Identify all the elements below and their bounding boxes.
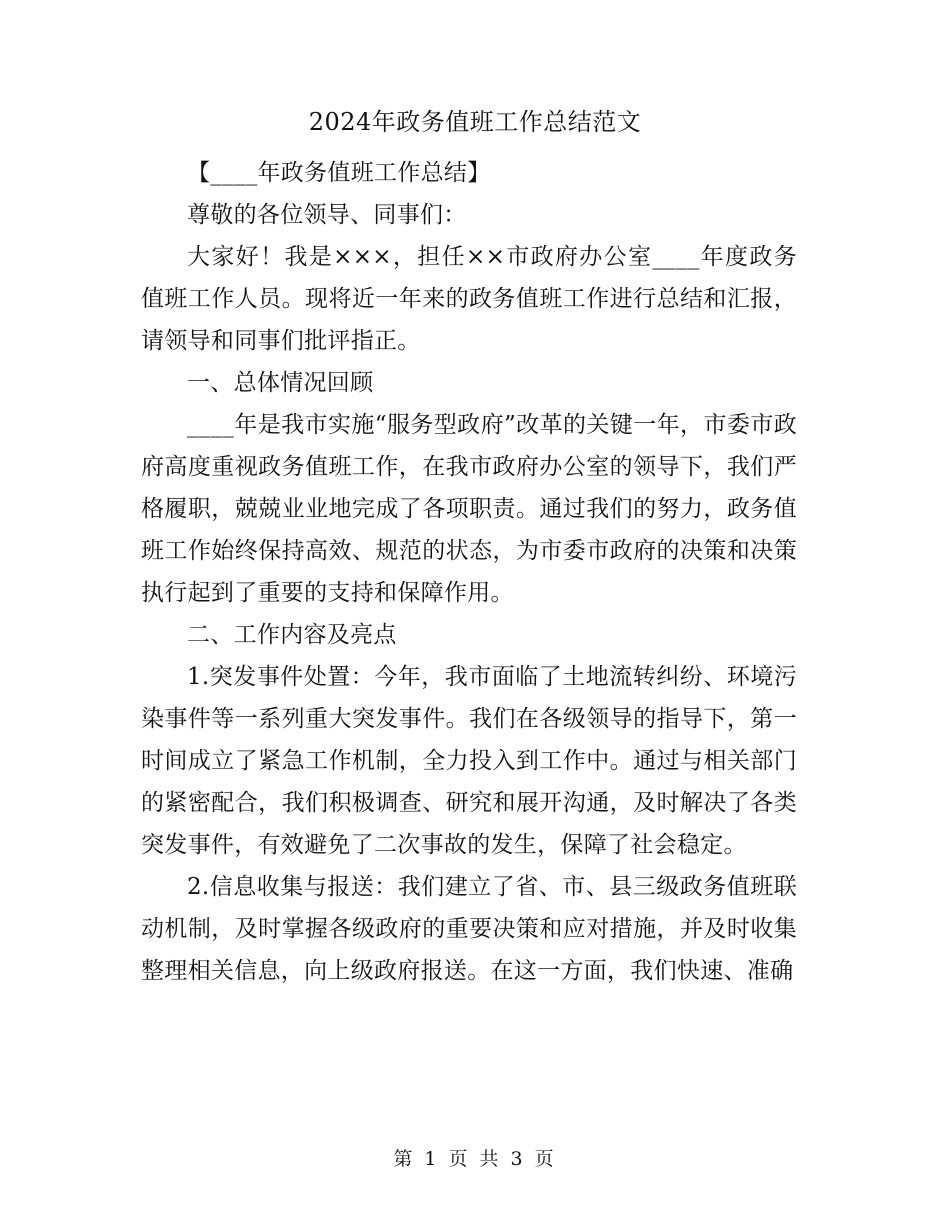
overview-paragraph: ____年是我市实施“服务型政府”改革的关键一年，市委市政府高度重视政务值班工作，在我市政府办公室的领导下，我们严格履职，兢兢业业地完成了各项职责。通过我们的努力，政务值班工作始终保持高效、规范的状态，为市委市政府的决策和决策执行起到了重要的支持和保障作用。 bbox=[141, 412, 797, 606]
salutation: 尊敬的各位领导、同事们： bbox=[187, 202, 467, 228]
page-number-footer: 第 1 页 共 3 页 bbox=[393, 1148, 557, 1170]
document-title: 2024年政务值班工作总结范文 bbox=[308, 108, 642, 136]
intro-paragraph: 大家好！我是×××，担任××市政府办公室____年度政务值班工作人员。现将近一年来的政务值班工作进行总结和汇报，请领导和同事们批评指正。 bbox=[141, 244, 797, 354]
document-body bbox=[141, 152, 797, 992]
information-paragraph: 2.信息收集与报送：我们建立了省、市、县三级政务值班联动机制，及时掌握各级政府的重要决策和应对措施，并及时收集整理相关信息，向上级政府报送。在这一方面，我们快速、准确 bbox=[141, 874, 797, 984]
section-heading-content: 二、工作内容及亮点 bbox=[187, 622, 397, 648]
emergency-paragraph: 1.突发事件处置：今年，我市面临了土地流转纠纷、环境污染事件等一系列重大突发事件。我们在各级领导的指导下，第一时间成立了紧急工作机制，全力投入到工作中。通过与相关部门的紧密配合，我们积极调查、研究和展开沟通，及时解决了各类突发事件，有效避免了二次事故的发生，保障了社会稳定。 bbox=[141, 664, 797, 858]
section-heading-overview: 一、总体情况回顾 bbox=[187, 370, 374, 396]
section-heading-bracket: 【____年政务值班工作总结】 bbox=[187, 160, 491, 186]
